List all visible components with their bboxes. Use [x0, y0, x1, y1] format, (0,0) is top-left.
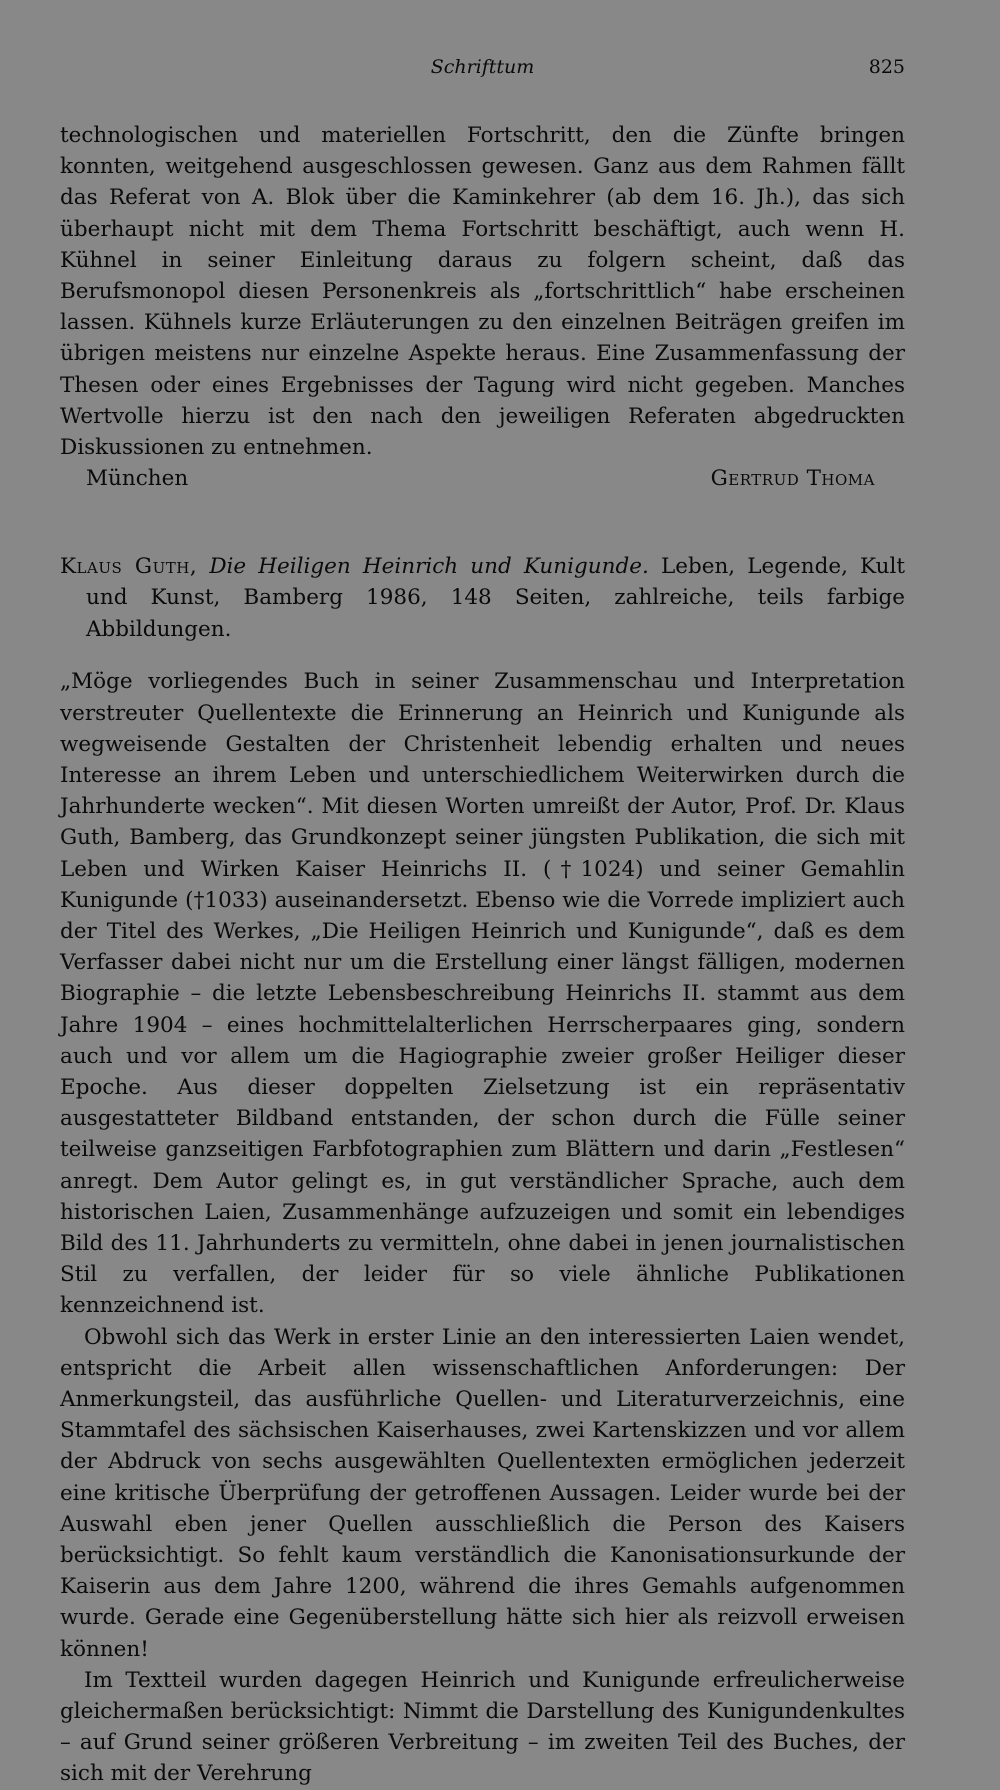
review-paragraph: Obwohl sich das Werk in erster Linie an den interessierten Laien wendet, entspricht die Arbeit allen wissenschaftlichen Anforderungen: Der Anmerkungsteil, das ausführliche Quellen- und Literaturverzeichnis, eine Stammtafel des sächsischen Kaiserhauses, zwei Kartenskizzen und vor allem der Abdruck von sechs ausgewählten Quellentexten ermöglichen jederzeit eine kritische Überprüfung der getroffenen Aussagen. Leider wurde bei der Auswahl eben jener Quellen ausschließlich die Person des Kaisers berücksichtigt. So fehlt kaum verständlich die Kanonisationsurkunde der Kaiserin aus dem Jahre 1200, während die ihres Gemahls aufgenommen wurde. Gerade eine Gegenüberstellung hätte sich hier als reizvoll erweisen können! [60, 1324, 905, 1662]
page-header [60, 48, 905, 88]
review-author: Klaus Guth, [60, 554, 198, 580]
running-title: Schrifttum [430, 56, 535, 78]
page-number: 825 [868, 56, 905, 78]
review-book-details: Leben, Legende, Kult und Kunst, Bamberg 1986, 148 Seiten, zahlreiche, teils farbige Abbildungen. [86, 554, 906, 642]
signature-place: München [86, 466, 189, 492]
review-citation [60, 551, 905, 645]
review-paragraph: „Möge vorliegendes Buch in seiner Zusammenschau und Interpretation verstreuter Quellentexte die Erinnerung an Heinrich und Kunigunde als wegweisende Gestalten der Christenheit lebendig erhalten und neues Interesse an ihrem Leben und unterschiedlichem Weiterwirken durch die Jahrhunderte wecken“. Mit diesen Worten umreißt der Autor, Prof. Dr. Klaus Guth, Bamberg, das Grundkonzept seiner jüngsten Publikation, die sich mit Leben und Wirken Kaiser Heinrichs II. (†1024) und seiner Gemahlin Kunigunde (†1033) auseinandersetzt. Ebenso wie die Vorrede impliziert auch der Titel des Werkes, „Die Heiligen Heinrich und Kunigunde“, daß es dem Verfasser dabei nicht nur um die Erstellung einer längst fälligen, modernen Biographie – die letzte Lebensbeschreibung Heinrichs II. stammt aus dem Jahre 1904 – eines hochmittelalterlichen Herrscherpaares ging, sondern auch und vor allem um die Hagiographie zweier großer Heiliger dieser Epoche. Aus dieser doppelten Zielsetzung ist ein repräsentativ ausgestatteter Bildband entstanden, der schon durch die Fülle seiner teilweise ganzseitigen Farbfotographien zum Blättern und darin „Festlesen“ anregt. Dem Autor gelingt es, in gut verständlicher Sprache, auch dem historischen Laien, Zusammenhänge aufzuzeigen und somit ein lebendiges Bild des 11. Jahrhunderts zu vermitteln, ohne dabei in jenen journalistischen Stil zu verfallen, der leider für so viele ähnliche Publikationen kennzeichnend ist. [60, 669, 905, 1319]
review-paragraph: Im Textteil wurden dagegen Heinrich und Kunigunde erfreulicherweise gleichermaßen berücksichtigt: Nimmt die Darstellung des Kunigundenkultes – auf Grund seiner größeren Verbreitung – im zweiten Teil des Buches, der sich mit der Verehrung [60, 1667, 905, 1787]
review-signature [60, 463, 905, 494]
signature-reviewer: Gertrud Thoma [710, 466, 875, 492]
book-page [60, 48, 905, 1790]
review-book-title: Die Heiligen Heinrich und Kunigunde. [209, 554, 649, 580]
previous-review-text: technologischen und materiellen Fortschritt, den die Zünfte bringen konnten, weitgehend ausgeschlossen gewesen. Ganz aus dem Rahmen fällt das Referat von A. Blok über die Kaminkehrer (ab dem 16. Jh.), das sich überhaupt nicht mit dem Thema Fortschritt beschäftigt, auch wenn H. Kühnel in seiner Einleitung daraus zu folgern scheint, daß das Berufsmonopol diesen Personenkreis als „fortschrittlich“ habe erscheinen lassen. Kühnels kurze Erläuterungen zu den einzelnen Beiträgen greifen im übrigen meistens nur einzelne Aspekte heraus. Eine Zusammenfassung der Thesen oder eines Ergebnisses der Tagung wird nicht gegeben. Manches Wertvolle hierzu ist den nach den jeweiligen Referaten abgedruckten Diskussionen zu entnehmen. [60, 123, 905, 461]
